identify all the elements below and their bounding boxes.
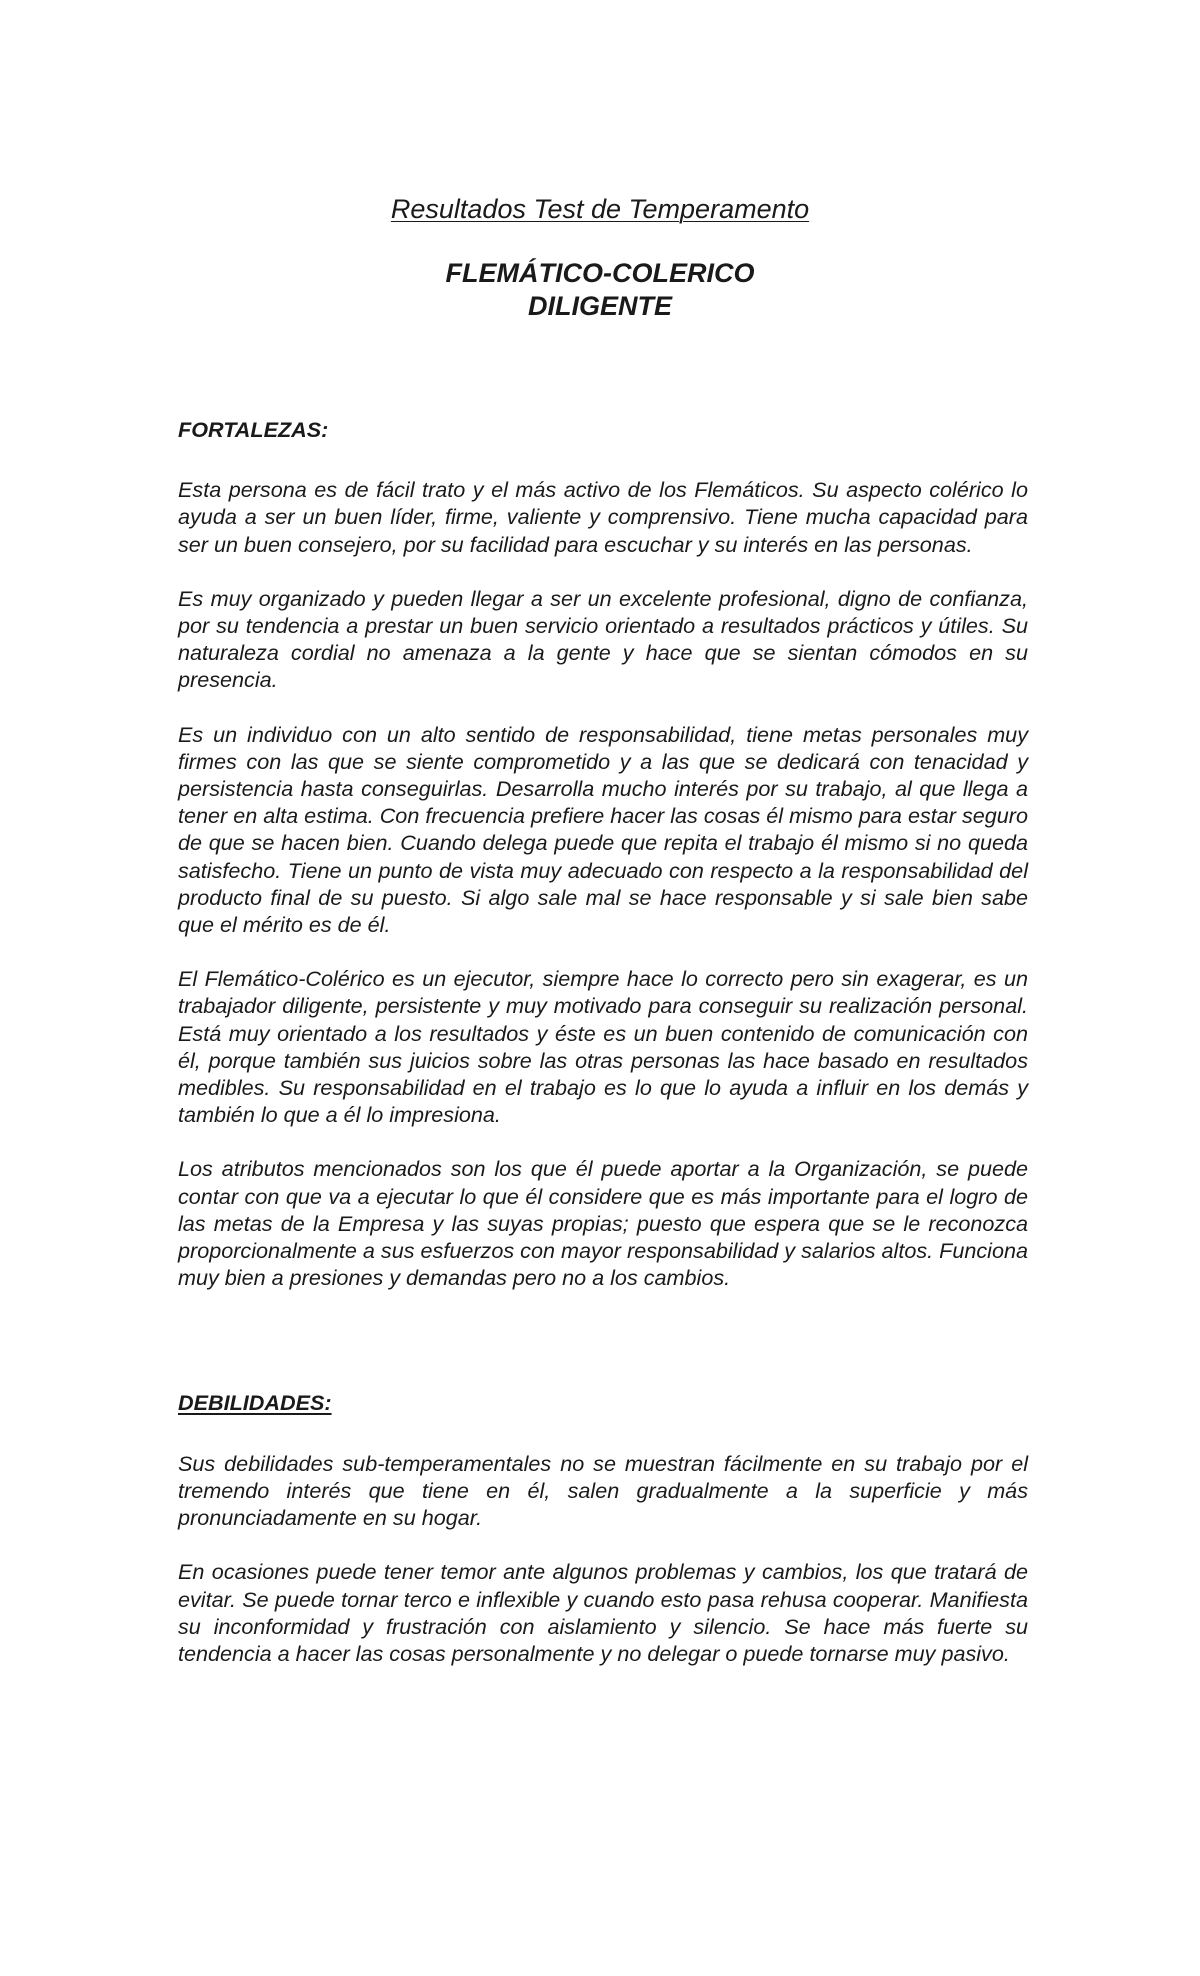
fortalezas-paragraph: Es muy organizado y pueden llegar a ser un excelente profesional, digno de confianza, por su tendencia a prestar un buen servicio orientado a resultados prácticos y útiles. Su naturaleza cordial no amenaza a la gente y hace que se sientan cómodos en su presencia. (178, 585, 1028, 693)
debilidades-paragraph: Sus debilidades sub-temperamentales no se muestran fácilmente en su trabajo por el tremendo interés que tiene en él, salen gradualmente a la superficie y más pronunciadamente en su hogar. (178, 1450, 1028, 1531)
document-body (178, 416, 1028, 1694)
temperament-subtype: DILIGENTE (527, 291, 672, 321)
fortalezas-paragraph: El Flemático-Colérico es un ejecutor, siempre hace lo correcto pero sin exagerar, es un trabajador diligente, persistente y muy motivado para conseguir su realización personal. Está muy orientado a los resultados y éste es un buen contenido de comunicación con él, porque también sus juicios sobre las otras personas las hace basado en resultados medibles. Su responsabilidad en el trabajo es lo que lo ayuda a influir en los demás y también lo que a él lo impresiona. (178, 966, 1028, 1128)
fortalezas-paragraph: Esta persona es de fácil trato y el más activo de los Flemáticos. Su aspecto colérico lo ayuda a ser un buen líder, firme, valiente y comprensivo. Tiene mucha capacidad para ser un buen consejero, por su facilidad para escuchar y su interés en las personas. (178, 477, 1028, 557)
fortalezas-section (178, 416, 1028, 1291)
document-title: Resultados Test de Temperamento (390, 194, 810, 224)
debilidades-heading: DEBILIDADES: (178, 1390, 332, 1416)
section-spacer (178, 1318, 1028, 1389)
temperament-type: FLEMÁTICO-COLERICO (445, 258, 755, 288)
fortalezas-heading: FORTALEZAS: (178, 417, 329, 442)
debilidades-paragraph: En ocasiones puede tener temor ante algunos problemas y cambios, los que tratará de evitar. Se puede tornar terco e inflexible y cuando esto pasa rehusa cooperar. Manifiesta su inconformidad y frustración con aislamiento y silencio. Se hace más fuerte su tendencia a hacer las cosas personalmente y no delegar o puede tornarse muy pasivo. (178, 1559, 1028, 1666)
fortalezas-paragraph: Los atributos mencionados son los que él puede aportar a la Organización, se puede contar con que va a ejecutar lo que él considere que es más importante para el logro de las metas de la Empresa y las suyas propias; puesto que espera que se le reconozca proporcionalmente a sus esfuerzos con mayor responsabilidad y salarios altos. Funciona muy bien a presiones y demandas pero no a los cambios. (178, 1156, 1028, 1291)
fortalezas-paragraph: Es un individuo con un alto sentido de responsabilidad, tiene metas personales muy firmes con las que se siente comprometido y a las que se dedicará con tenacidad y persistencia hasta conseguirlas. Desarrolla mucho interés por su trabajo, al que llega a tener en alta estima. Con frecuencia prefiere hacer las cosas él mismo para estar seguro de que se hacen bien. Cuando delega puede que repita el trabajo él mismo si no queda satisfecho. Tiene un punto de vista muy adecuado con respecto a la responsabilidad del producto final de su puesto. Si algo sale mal se hace responsable y si sale bien sabe que el mérito es de él. (178, 721, 1028, 938)
debilidades-section (178, 1389, 1028, 1667)
